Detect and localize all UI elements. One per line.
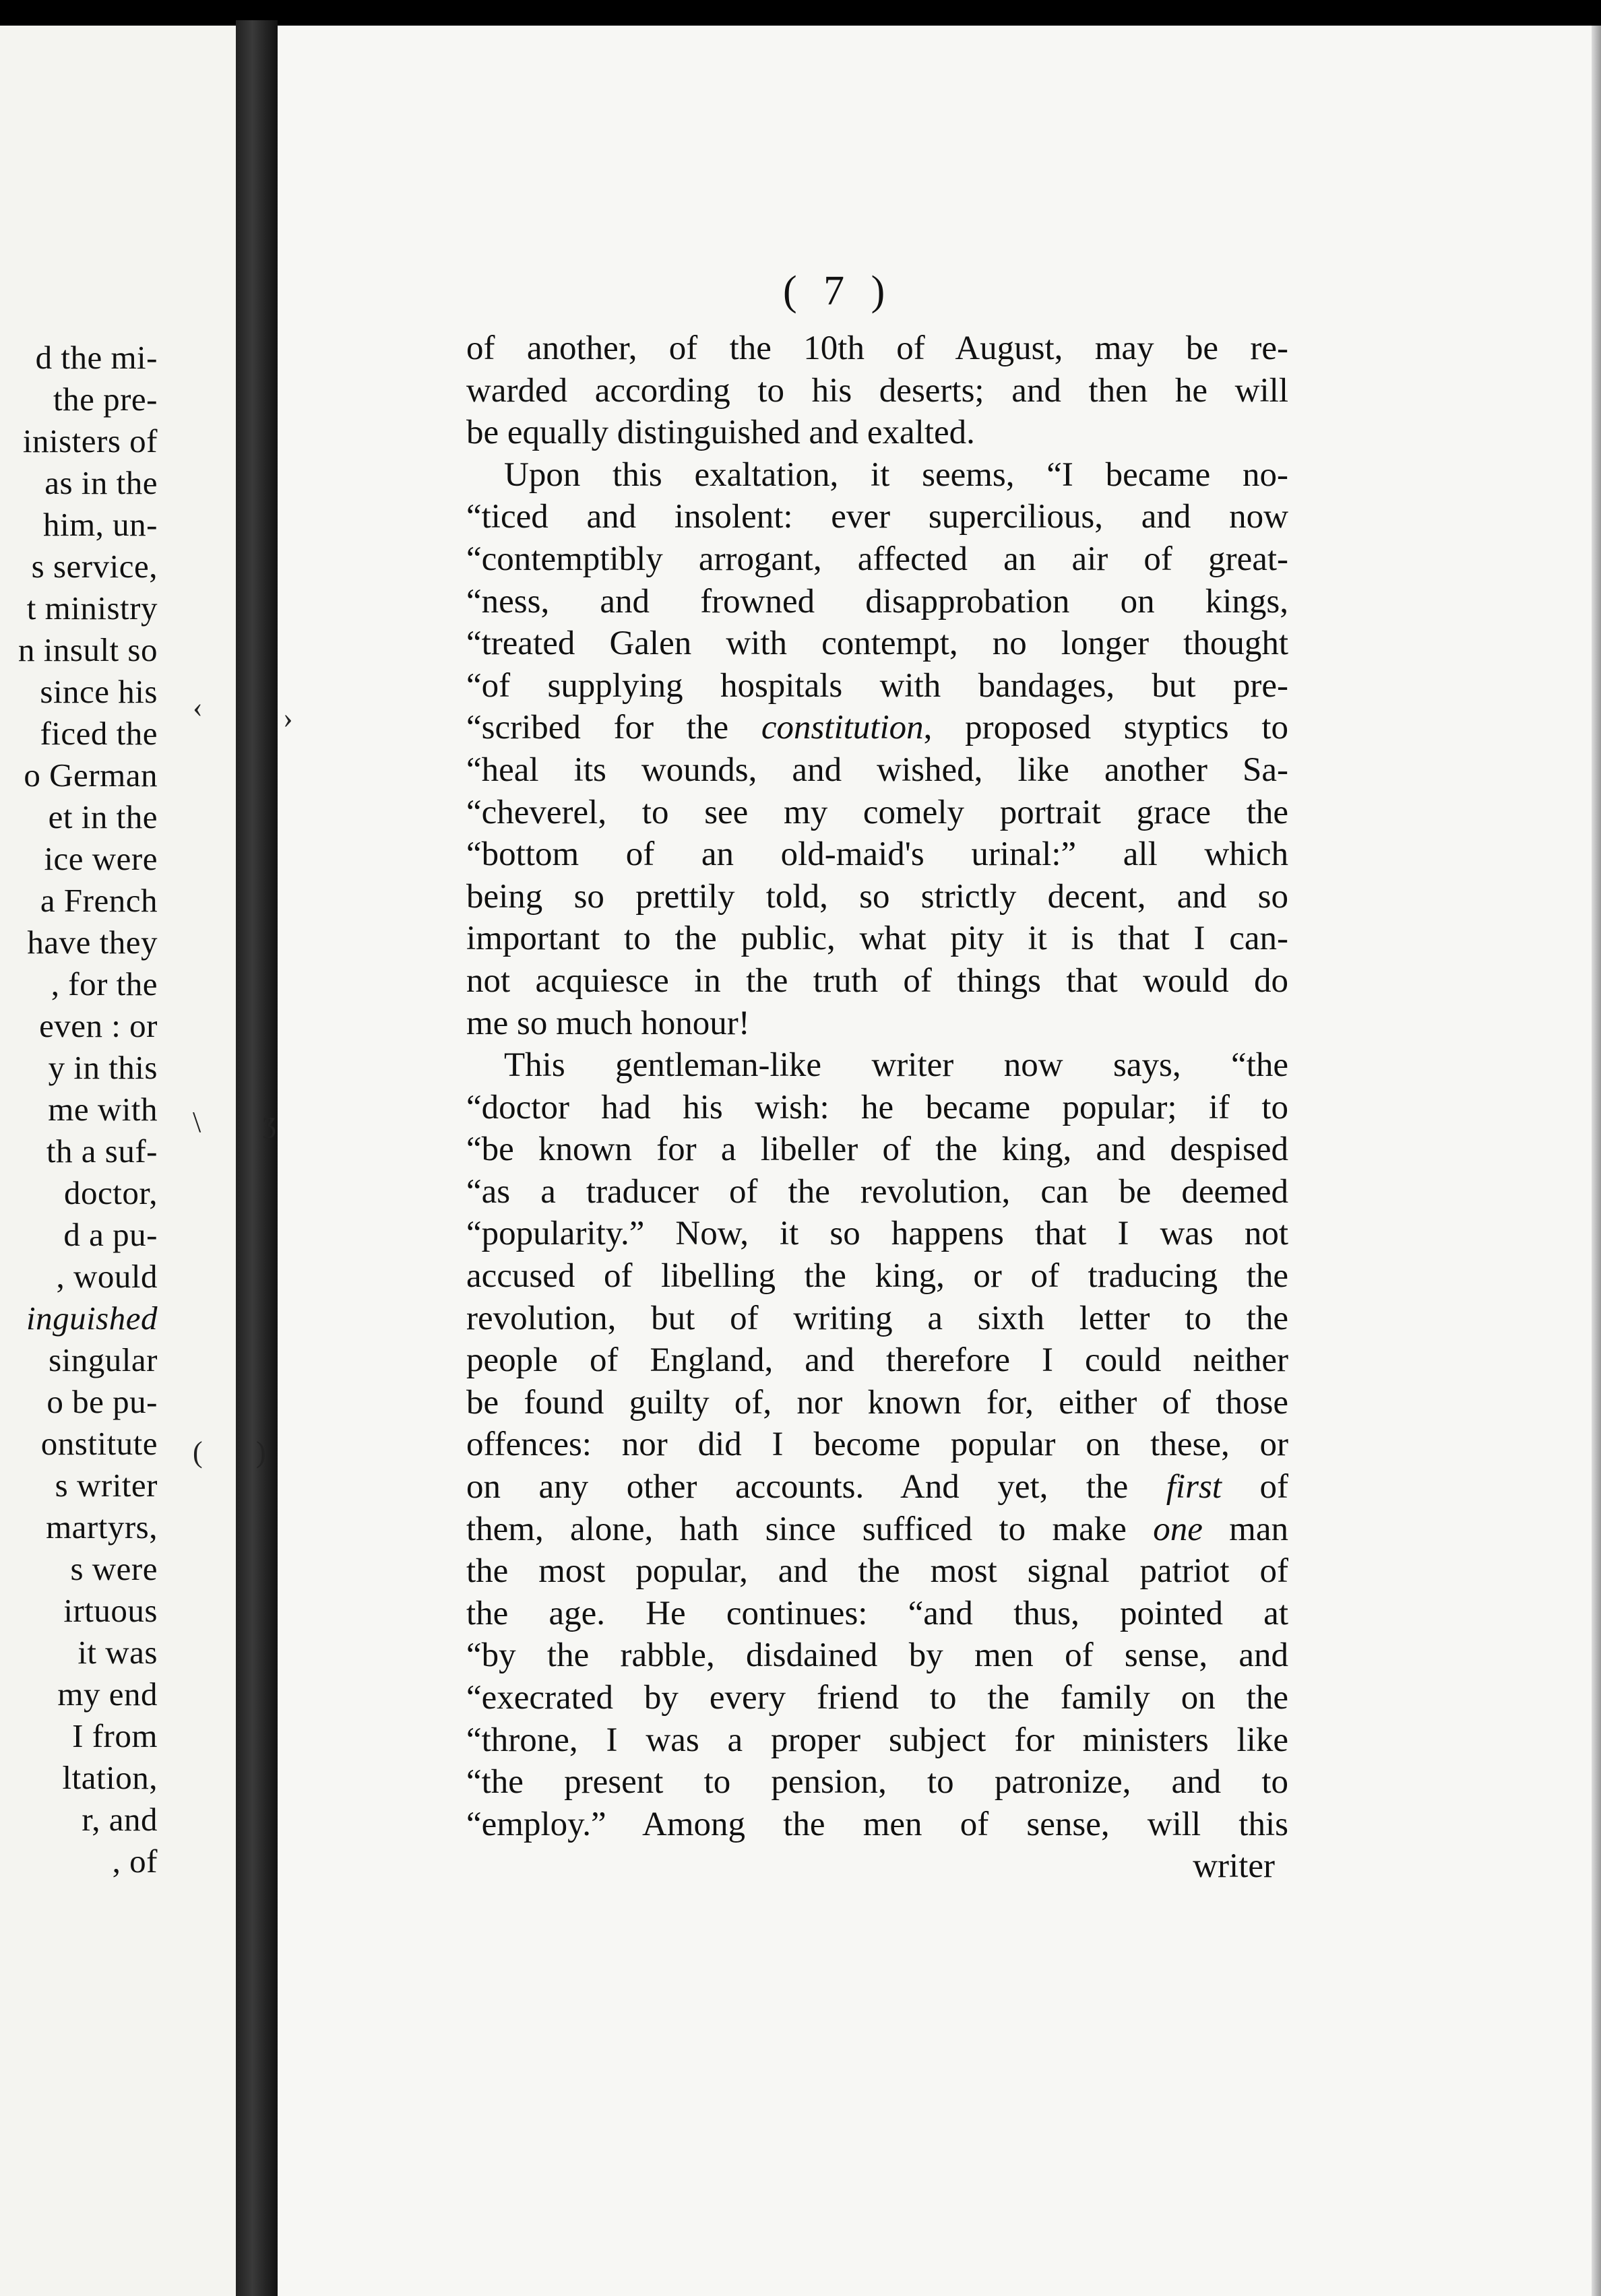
left-page-line: t ministry [26,589,158,627]
body-text [466,327,1288,1888]
left-page-line: et in the [48,798,158,835]
text-line: be found guilty of, nor known for, either of those [466,1383,1288,1422]
left-page-line: since his [40,673,158,710]
text-line: “ cheverel, to see my comely portrait grace the [466,792,1288,834]
text-line [466,707,1288,749]
left-page-line: irtuous [63,1592,158,1629]
text-line [466,1466,1288,1508]
text-line [466,1508,1288,1551]
italic-word: first [1166,1468,1222,1506]
margin-mark: \ [193,1106,201,1139]
left-page-line: ficed the [40,715,158,752]
text-line: important to the public, what pity it is that I can- [466,920,1288,958]
left-page-line: n insult so [18,631,158,668]
text-span: on any other accounts. And yet, the [466,1468,1166,1506]
text-line: “ heal its wounds, and wished, like another Sa- [466,749,1288,792]
left-page-line: th a suf- [46,1133,158,1170]
text-line: “ contemptibly arrogant, affected an air of great- [466,538,1288,581]
left-page-line: martyrs, [46,1508,158,1545]
text-line: Upon this exaltation, it seems, “I became no- [504,455,1288,494]
text-line: “ the present to pension, to patronize, and to [466,1761,1288,1804]
italic-word: constitution [761,709,924,747]
text-line: the most popular, and the most signal patriot of [466,1552,1288,1591]
margin-mark: ( [193,1436,203,1469]
text-line: accused of libelling the king, or of traducing the [466,1257,1288,1296]
text-line: warded according to his deserts; and then he will [466,371,1288,410]
left-page-line: me with [48,1091,158,1128]
left-page [0,26,236,2296]
text-span: them, alone, hath since sufficed to make [466,1510,1154,1548]
text-line: “ execrated by every friend to the family on the [466,1677,1288,1719]
text-line: me so much honour! [466,1004,750,1042]
text-line: “ throne, I was a proper subject for ministers like [466,1719,1288,1762]
text-line: “ by the rabble, disdained by men of sense, and [466,1634,1288,1677]
left-page-line: , would [56,1258,158,1295]
left-page-line: onstitute [40,1425,158,1462]
margin-mark: ‹ [193,691,203,724]
text-span: of [1221,1468,1288,1506]
left-page-line: as in the [44,464,158,501]
left-page-line: doctor, [64,1174,158,1211]
left-page-line: s service, [31,548,158,585]
text-line: “ be known for a libeller of the king, and despised [466,1128,1288,1171]
text-span: , proposed styptics to [923,709,1288,747]
left-page-line: , of [112,1843,158,1880]
text-line: not acquiesce in the truth of things that would do [466,961,1288,1000]
text-line: “ ticed and insolent: ever supercilious, and now [466,496,1288,538]
margin-mark: ʒ [263,1106,276,1139]
book-gutter [236,20,278,2296]
text-line: “ popularity.” Now, it so happens that I was not [466,1213,1288,1255]
left-page-line: , for the [51,965,158,1002]
left-page-line: s writer [55,1467,158,1504]
left-page-line: even : or [39,1007,158,1044]
text-span: man [1202,1510,1288,1548]
left-page-line: inguished [26,1300,158,1337]
left-page-line: s were [70,1550,158,1587]
left-page-line: it was [77,1634,158,1671]
text-line: revolution, but of writing a sixth letter to the [466,1299,1288,1337]
left-page-line: r, and [82,1801,158,1838]
left-page-line: singular [49,1341,158,1378]
page-edge [1592,26,1601,2296]
left-page-line: o German [24,757,158,794]
text-line: offences: nor did I become popular on these, or [466,1426,1288,1464]
left-page-line: d a pu- [63,1216,158,1253]
margin-mark: › [283,701,293,734]
text-line: “ employ.” Among the men of sense, will this [466,1804,1288,1846]
left-page-line: d the mi- [35,339,158,376]
text-line: This gentleman-like writer now says, “the [504,1046,1288,1085]
text-line: “ treated Galen with contempt, no longer thought [466,623,1288,665]
left-page-line: ltation, [62,1759,158,1796]
text-span: scribed for the [481,709,761,747]
margin-mark: ) [256,1436,266,1469]
italic-word: one [1153,1510,1203,1548]
text-line: “ of supplying hospitals with bandages, but pre- [466,665,1288,707]
left-page-line: I from [72,1717,158,1754]
text-line: “ ness, and frowned disapprobation on kings, [466,581,1288,623]
left-page-line: ice were [44,840,158,877]
left-page-text [0,337,158,1882]
left-page-line: the pre- [53,381,158,418]
text-line: be equally distinguished and exalted. [466,414,975,452]
left-page-line: inisters of [22,422,158,459]
left-page-line: o be pu- [46,1383,158,1420]
page-number: ( 7 ) [783,268,893,314]
text-line: of another, of the 10th of August, may be re- [466,329,1288,367]
left-page-line: a French [40,882,158,919]
text-line: “ as a traducer of the revolution, can be deemed [466,1171,1288,1213]
text-line: “ doctor had his wish: he became popular; if to [466,1087,1288,1129]
left-page-line: have they [27,924,158,961]
left-page-line: y in this [48,1049,158,1086]
left-page-line: him, un- [42,506,158,543]
text-line: being so prettily told, so strictly decent, and so [466,877,1288,916]
text-line: “ bottom of an old-maid's urinal:” all which [466,833,1288,876]
left-page-line: my end [57,1676,158,1713]
text-line: people of England, and therefore I could neither [466,1341,1288,1380]
text-line: the age. He continues: “and thus, pointed at [466,1594,1288,1632]
catchword: writer [1193,1847,1275,1886]
